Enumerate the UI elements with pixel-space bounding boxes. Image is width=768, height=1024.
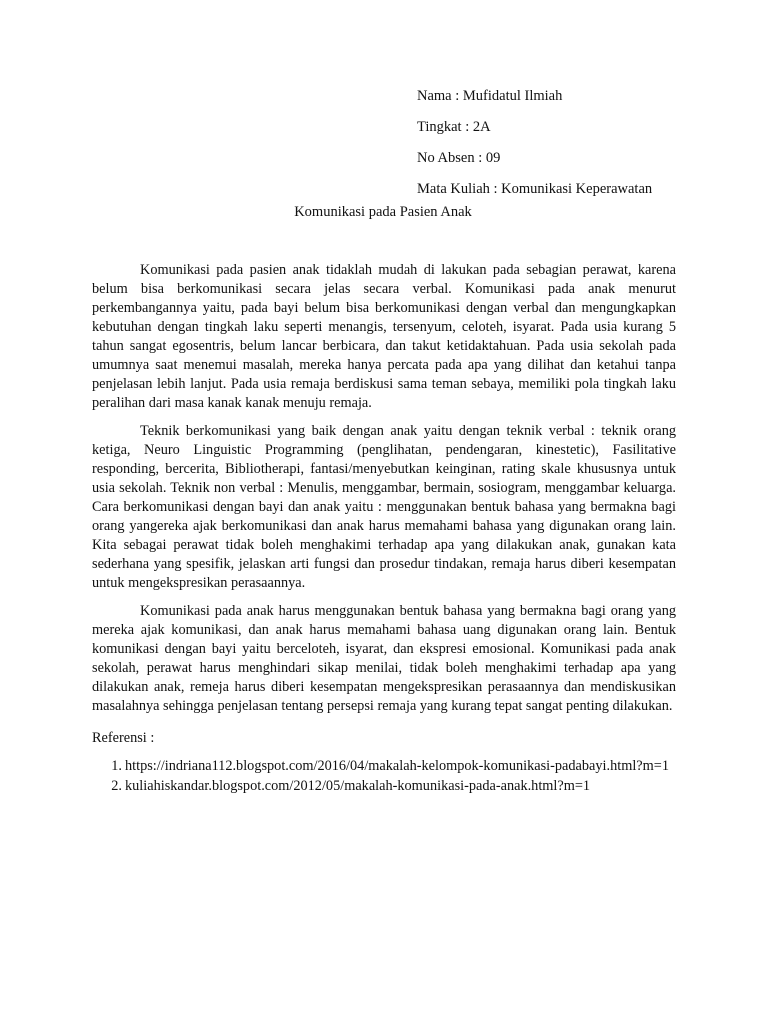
document-title: Komunikasi pada Pasien Anak xyxy=(294,204,472,220)
student-level: Tingkat : 2A xyxy=(417,119,491,135)
paragraph-2: Teknik berkomunikasi yang baik dengan anak yaitu dengan teknik verbal : teknik orang ketiga, Neuro Linguistic Programming (penglihatan, pendengaran, kinestetic), Fasilitative responding, bercerita, Bibliotherapi, fantasi/menyebutkan keinginan, rating skale khususnya untuk usia sekolah. Teknik non verbal : Menulis, menggambar, bermain, sosiogram, menggambar keluarga. Cara berkomunikasi dengan bayi dan anak yaitu : menggunakan bentuk bahasa yang bermakna bagi orang yangereka ajak berkomunikasi dan anak harus memahami bahasa yang digunakan orang lain. Kita sebagai perawat tidak boleh menghakimi terhadap apa yang dilakukan anak, gunakan kata sederhana yang spesifik, jelaskan arti fungsi dan prosedur tindakan, remaja harus diberi kesempatan untuk mengekspresikan perasaannya. xyxy=(92,423,676,591)
student-absence-number: No Absen : 09 xyxy=(417,150,501,166)
reference-link[interactable]: kuliahiskandar.blogspot.com/2012/05/makalah-komunikasi-pada-anak.html?m=1 xyxy=(125,778,591,794)
reference-item xyxy=(92,777,676,796)
document-title-row xyxy=(0,202,768,222)
course-name: Mata Kuliah : Komunikasi Keperawatan xyxy=(417,181,653,197)
references-heading: Referensi : xyxy=(92,730,155,746)
paragraph-3: Komunikasi pada anak harus menggunakan bentuk bahasa yang bermakna bagi orang yang mereka ajak komunikasi, dan anak harus memahami bahasa uang digunakan orang lain. Bentuk komunikasi dengan bayi yaitu berceloteh, isyarat, dan ekspresi emosional. Komunikasi pada anak sekolah, perawat harus menghindari sikap menilai, tidak boleh menghakimi terhadap apa yang dilakukan anak, remeja harus diberi kesempatan mengekspresikan perasaannya dan mendiskusikan masalahnya sehingga penjelasan tentang persepsi remaja yang kurang tepat sangat penting dilakukan. xyxy=(92,603,676,714)
paragraph-1: Komunikasi pada pasien anak tidaklah mudah di lakukan pada sebagian perawat, karena belum bisa berkomunikasi secara jelas secara verbal. Komunikasi pada anak menurut perkembangannya yaitu, pada bayi belum bisa berkomunikasi dengan verbal dan mengungkapkan kebutuhan dengan tingkah laku seperti menangis, tersenyum, celoteh, isyarat. Pada usia kurang 5 tahun sangat egosentris, belum lancar berbicara, dan takut ketidaktahuan. Pada usia sekolah pada umumnya saat menemui masalah, mereka hanya percata pada apa yang dilihat dan ketahui tanpa penjelasan lebih lanjut. Pada usia remaja berdiskusi sama teman sebaya, memiliki pola tingkah laku peralihan dari masa kanak kanak menuju remaja. xyxy=(92,262,676,411)
student-info-block xyxy=(417,86,652,210)
reference-number: 1. xyxy=(111,758,122,774)
reference-item xyxy=(92,757,676,776)
student-name: Nama : Mufidatul Ilmiah xyxy=(417,88,563,104)
reference-number: 2. xyxy=(111,778,122,794)
references-list xyxy=(92,757,676,796)
reference-link[interactable]: https://indriana112.blogspot.com/2016/04/makalah-kelompok-komunikasi-padabayi.html?m=1 xyxy=(125,758,669,774)
document-body xyxy=(92,261,676,797)
